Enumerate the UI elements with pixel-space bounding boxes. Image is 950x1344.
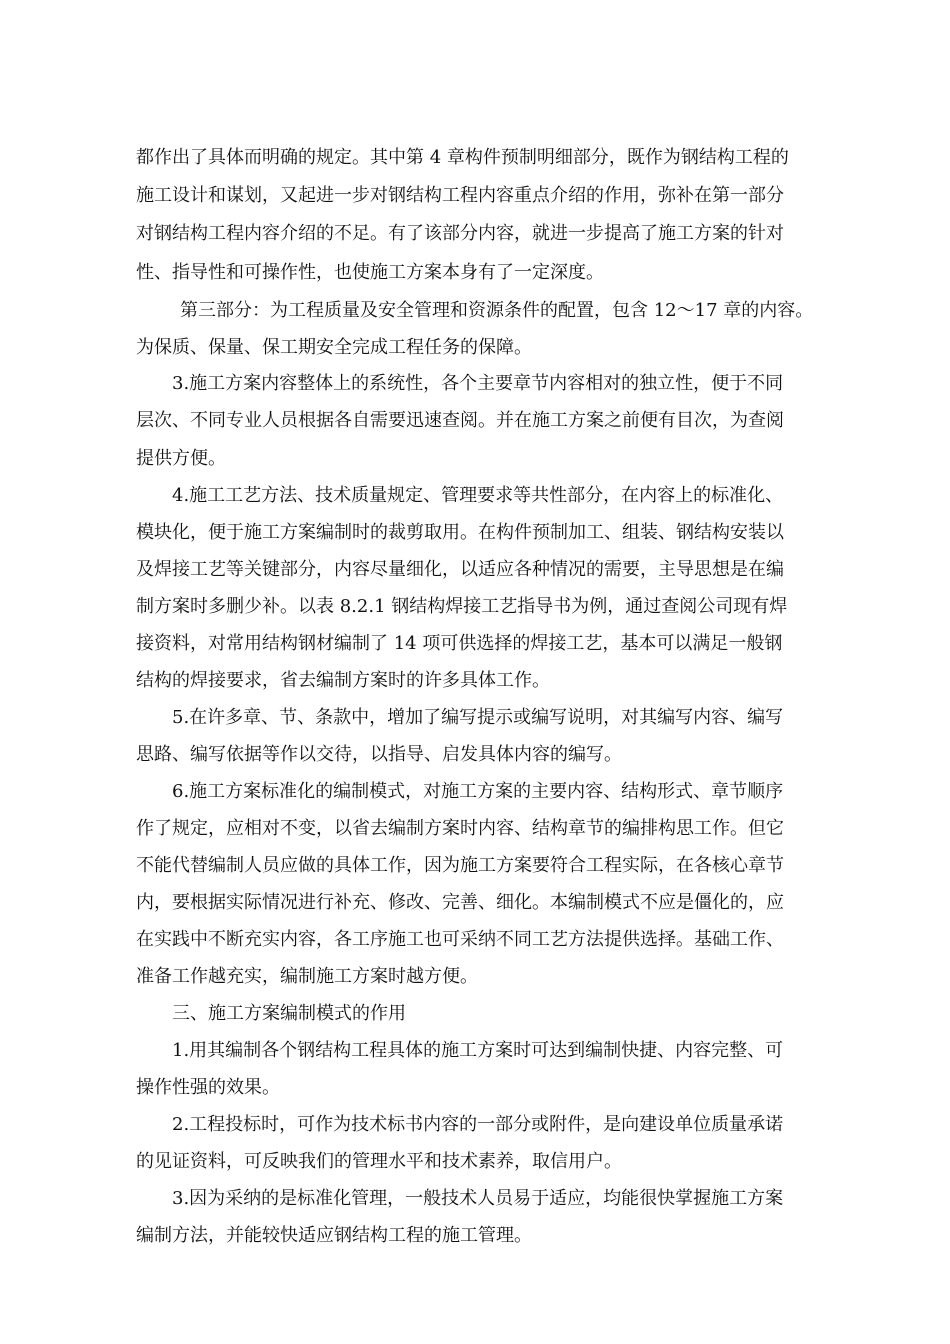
text-line: 及焊接工艺等关键部分，内容尽量细化，以适应各种情况的需要，主导思想是在编	[136, 559, 784, 580]
text-line: 接资料，对常用结构钢材编制了 14 项可供选择的焊接工艺，基本可以满足一般钢	[136, 633, 783, 654]
text-line: 在实践中不断充实内容，各工序施工也可采纳不同工艺方法提供选择。基础工作、	[136, 929, 784, 950]
text-line: 编制方法，并能较快适应钢结构工程的施工管理。	[136, 1225, 532, 1246]
text-line: 3.因为采纳的是标准化管理，一般技术人员易于适应，均能很快掌握施工方案	[172, 1188, 784, 1209]
text-line: 1.用其编制各个钢结构工程具体的施工方案时可达到编制快捷、内容完整、可	[172, 1040, 784, 1061]
text-line: 2.工程投标时，可作为技术标书内容的一部分或附件，是向建设单位质量承诺	[172, 1114, 784, 1135]
text-line: 对钢结构工程内容介绍的不足。有了该部分内容，就进一步提高了施工方案的针对	[136, 223, 784, 244]
text-line: 第三部分：为工程质量及安全管理和资源条件的配置，包含 12～17 章的内容。	[180, 300, 814, 321]
text-line: 准备工作越充实，编制施工方案时越方便。	[136, 966, 478, 987]
text-line: 模块化，便于施工方案编制时的裁剪取用。在构件预制加工、组装、钢结构安装以	[136, 522, 784, 543]
text-line: 都作出了具体而明确的规定。其中第 4 章构件预制明细部分，既作为钢结构工程的	[136, 147, 789, 168]
text-line: 思路、编写依据等作以交待，以指导、启发具体内容的编写。	[136, 744, 622, 765]
text-line: 的见证资料，可反映我们的管理水平和技术素养，取信用户。	[136, 1151, 622, 1172]
text-line: 操作性强的效果。	[136, 1077, 280, 1098]
text-line: 5.在许多章、节、条款中，增加了编写提示或编写说明，对其编写内容、编写	[172, 707, 784, 728]
text-line: 性、指导性和可操作性，也使施工方案本身有了一定深度。	[136, 262, 604, 283]
text-line: 不能代替编制人员应做的具体工作，因为施工方案要符合工程实际，在各核心章节	[136, 855, 784, 876]
text-line: 6.施工方案标准化的编制模式，对施工方案的主要内容、结构形式、章节顺序	[172, 781, 784, 802]
text-line: 4.施工工艺方法、技术质量规定、管理要求等共性部分，在内容上的标准化、	[172, 485, 784, 506]
text-line: 内，要根据实际情况进行补充、修改、完善、细化。本编制模式不应是僵化的，应	[136, 892, 784, 913]
text-line: 提供方便。	[136, 448, 226, 469]
text-line: 3.施工方案内容整体上的系统性，各个主要章节内容相对的独立性，便于不同	[172, 373, 784, 394]
text-line: 层次、不同专业人员根据各自需要迅速查阅。并在施工方案之前便有目次，为查阅	[136, 410, 784, 431]
text-line: 制方案时多删少补。以表 8.2.1 钢结构焊接工艺指导书为例，通过查阅公司现有焊	[136, 596, 788, 617]
section-heading: 三、施工方案编制模式的作用	[172, 1003, 406, 1024]
text-line: 作了规定，应相对不变，以省去编制方案时内容、结构章节的编排构思工作。但它	[136, 818, 784, 839]
text-line: 施工设计和谋划，又起进一步对钢结构工程内容重点介绍的作用，弥补在第一部分	[136, 185, 784, 206]
text-line: 结构的焊接要求，省去编制方案时的许多具体工作。	[136, 670, 550, 691]
text-line: 为保质、保量、保工期安全完成工程任务的保障。	[136, 337, 532, 358]
